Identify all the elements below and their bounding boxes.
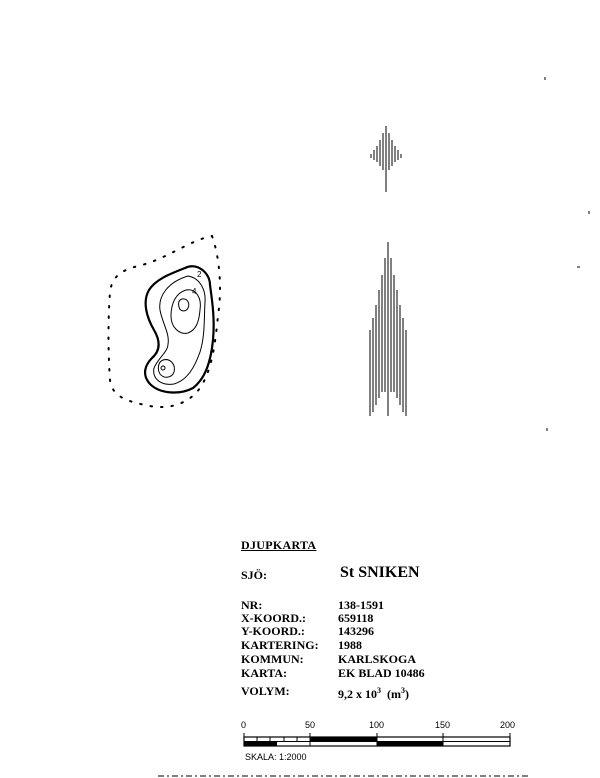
- north-arrow-icon: [371, 126, 401, 192]
- field-key: KARTA:: [241, 666, 288, 680]
- contour-4m: [171, 290, 200, 334]
- field-value: 138-1591: [338, 598, 384, 612]
- lake-name: St SNIKEN: [340, 564, 420, 581]
- meridian-arrow: [370, 242, 406, 416]
- map-title: DJUPKARTA: [241, 538, 317, 552]
- scale-tick-label: 200: [500, 720, 516, 730]
- volume-key: VOLYM:: [241, 684, 290, 698]
- volume-unit-close: ): [405, 687, 409, 701]
- field-key: Y-KOORD.:: [241, 624, 305, 638]
- scale-tick-label: 150: [435, 720, 451, 730]
- scale-tick-label: 50: [305, 720, 316, 730]
- scale-caption: SKALA: 1:2000: [245, 752, 307, 762]
- volume-prefix: 9,2 x 10: [338, 687, 377, 701]
- south-deep-spot: [161, 366, 165, 370]
- field-value: EK BLAD 10486: [338, 666, 425, 680]
- field-value: 1988: [338, 638, 362, 652]
- field-key: X-KOORD.:: [241, 611, 306, 625]
- volume-value: [338, 684, 409, 701]
- deep-spot: [179, 299, 189, 311]
- field-value: 143296: [338, 624, 374, 638]
- field-key: KARTERING:: [241, 638, 319, 652]
- field-key: NR:: [241, 598, 263, 612]
- lake-label: SJÖ:: [241, 568, 268, 582]
- volume-unit: (m: [387, 687, 401, 701]
- contour-label-4: 4: [192, 287, 197, 296]
- field-value: KARLSKOGA: [338, 652, 417, 666]
- volume-exponent: 3: [377, 686, 381, 695]
- volume-unit-exponent: 3: [401, 686, 405, 695]
- survey-boundary: [109, 236, 221, 407]
- field-value: 659118: [338, 611, 374, 625]
- scale-tick-label: 0: [241, 720, 247, 730]
- scale-tick-label: 100: [369, 720, 385, 730]
- frame-ticks: [545, 77, 589, 431]
- field-key: KOMMUN:: [241, 652, 304, 666]
- contour-label-2: 2: [197, 270, 202, 279]
- scale-bar: [244, 733, 510, 746]
